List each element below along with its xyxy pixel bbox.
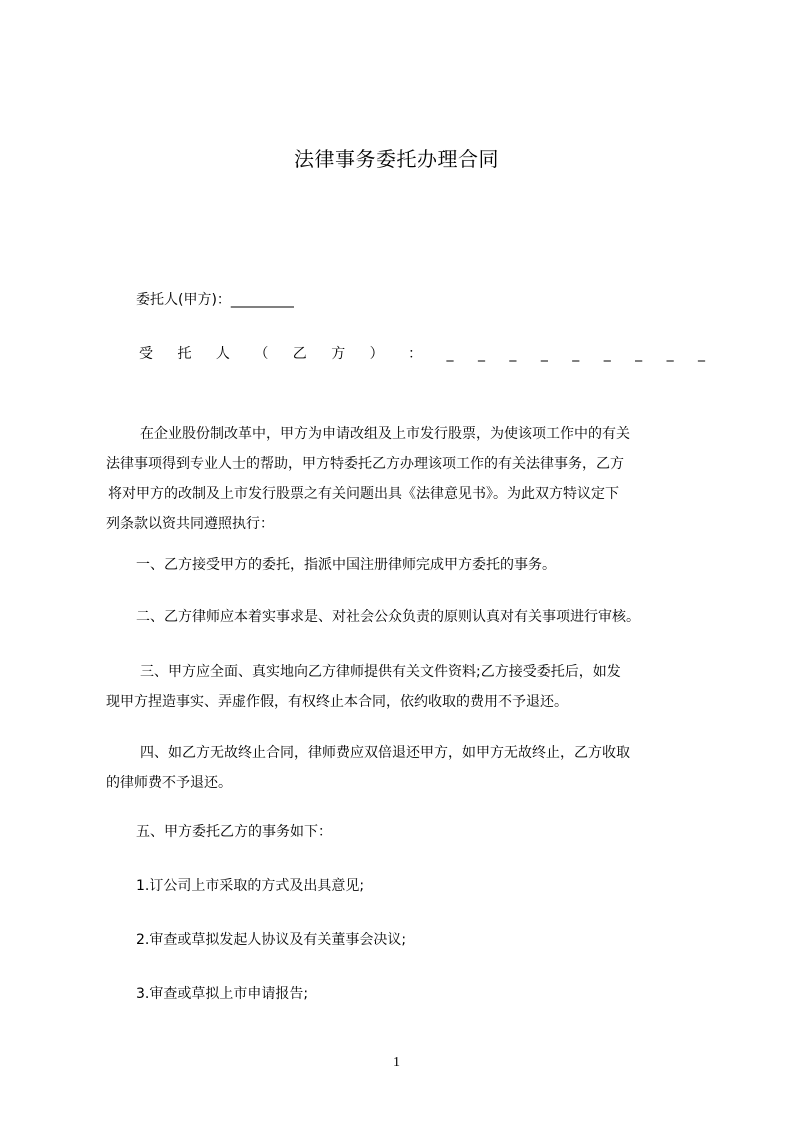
party-b-blank: _	[509, 346, 517, 362]
clause-4-line: 的律师费不予退还。	[106, 775, 232, 791]
intro-line: 列条款以资共同遵照执行：	[106, 516, 274, 532]
party-b-blank: _	[540, 346, 548, 362]
party-b-char: ：	[408, 346, 423, 362]
party-b-blank: _	[666, 346, 674, 362]
party-b-blank: _	[635, 346, 643, 362]
clause-4	[106, 738, 702, 798]
intro-line: 将对甲方的改制及上市发行股票之有关问题出具《法律意见书》。为此双方特议定下	[108, 486, 619, 502]
clause-2: 二、乙方律师应本着实事求是、对社会公众负责的原则认真对有关事项进行审核。	[136, 609, 640, 625]
party-b-char: 受	[139, 346, 153, 362]
party-b-char: 托	[177, 346, 192, 362]
party-a-line: 委托人(甲方)：_________	[136, 292, 294, 308]
party-b-blank: _	[572, 346, 580, 362]
clause-3-line: 现甲方捏造事实、弄虚作假，有权终止本合同，依约收取的费用不予退还。	[106, 694, 568, 710]
list-item: 3.审查或草拟上市申请报告;	[136, 986, 309, 1002]
party-b-char: 人	[215, 346, 230, 362]
clause-4-line: 四、如乙方无故终止合同，律师费应双倍退还甲方，如甲方无故终止，乙方收取	[140, 745, 630, 761]
clause-5: 五、甲方委托乙方的事务如下：	[136, 824, 332, 840]
document-title: 法律事务委托办理合同	[294, 147, 499, 171]
party-b-char: 方	[331, 346, 346, 362]
list-item: 1.订公司上市采取的方式及出具意见;	[136, 878, 365, 894]
page-number: 1	[393, 1055, 400, 1070]
party-b-char: 乙	[292, 346, 307, 362]
clause-1: 一、乙方接受甲方的委托，指派中国注册律师完成甲方委托的事务。	[136, 557, 556, 573]
intro-line: 法律事项得到专业人士的帮助，甲方特委托乙方办理该项工作的有关法律事务，乙方	[106, 456, 624, 472]
party-b-char: ）	[369, 346, 384, 362]
clause-3	[106, 657, 702, 717]
intro-line: 在企业股份制改革中，甲方为申请改组及上市发行股票，为使该项工作中的有关	[140, 426, 630, 442]
party-b-blank: _	[477, 346, 485, 362]
party-b-line	[139, 344, 705, 364]
party-b-blank: _	[446, 346, 454, 362]
clause-3-line: 三、甲方应全面、真实地向乙方律师提供有关文件资料;乙方接受委托后，如发	[140, 664, 621, 680]
party-b-blank: _	[603, 346, 611, 362]
intro-paragraph	[106, 419, 702, 539]
list-item: 2.审查或草拟发起人协议及有关董事会决议;	[136, 932, 407, 948]
party-b-char: （	[254, 346, 269, 362]
party-b-blank: _	[698, 346, 705, 362]
